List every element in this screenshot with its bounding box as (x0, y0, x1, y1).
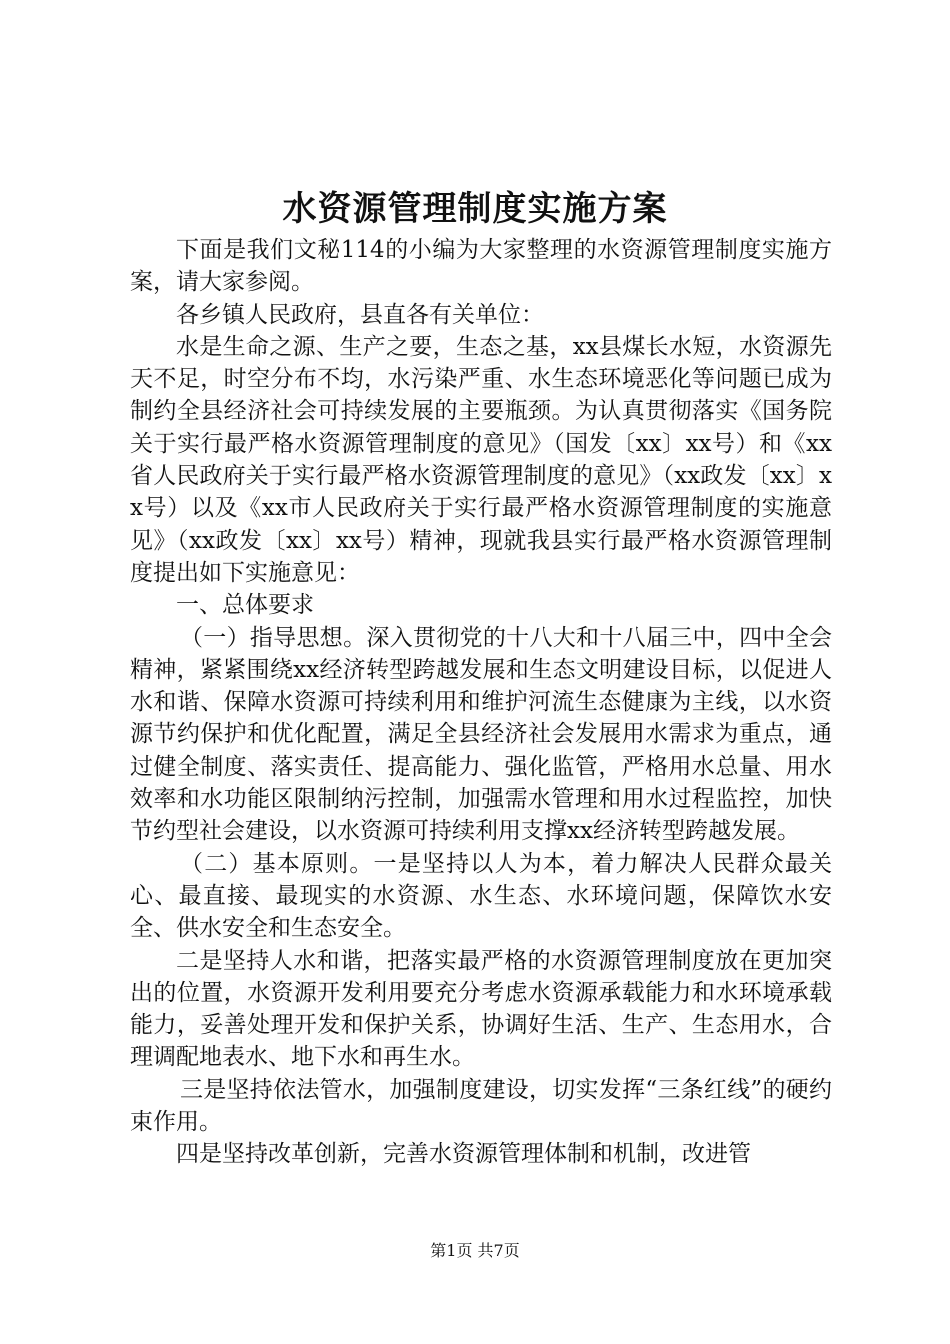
paragraph-principle-three: 三是坚持依法管水，加强制度建设，切实发挥“三条红线”的硬约束作用。 (130, 1076, 832, 1136)
document-title: 水资源管理制度实施方案 (282, 189, 668, 229)
page-footer: 第1页 共7页 (430, 1241, 520, 1260)
paragraph-salutation: 各乡镇人民政府，县直各有关单位： (176, 301, 544, 328)
paragraph-guiding-ideology: （一）指导思想。深入贯彻党的十八大和十八届三中，四中全会精神，紧紧围绕xx经济转型跨越发展和生态文明建设目标，以促进人水和谐、保障水资源可持续利用和维护河流生态健康为主线，以水资源节约保护和优化配置，满足全县经济社会发展用水需求为重点，通过健全制度、落实责任、提高能力、强化监管，严格用水总量、用水效率和水功能区限制纳污控制，加强需水管理和用水过程监控，加快节约型社会建设，以水资源可持续利用支撑xx经济转型跨越发展。 (130, 624, 832, 845)
document-body (130, 234, 832, 1171)
paragraph-principle-four: 四是坚持改革创新，完善水资源管理体制和机制，改进管 (176, 1141, 751, 1168)
paragraph-background: 水是生命之源、生产之要，生态之基，xx县煤长水短，水资源先天不足，时空分布不均，水污染严重、水生态环境恶化等问题已成为制约全县经济社会可持续发展的主要瓶颈。为认真贯彻落实《国务院关于实行最严格水资源管理制度的意见》（国发〔xx〕xx号）和《xx省人民政府关于实行最严格水资源管理制度的意见》（xx政发〔xx〕xx号）以及《xx市人民政府关于实行最严格水资源管理制度的实施意见》（xx政发〔xx〕xx号）精神，现就我县实行最严格水资源管理制度提出如下实施意见： (130, 333, 832, 586)
paragraph-principle-two: 二是坚持人水和谐，把落实最严格的水资源管理制度放在更加突出的位置，水资源开发利用要充分考虑水资源承载能力和水环境承载能力，妥善处理开发和保护关系，协调好生活、生产、生态用水，合理调配地表水、地下水和再生水。 (130, 947, 832, 1071)
paragraph-basic-principles: （二）基本原则。一是坚持以人为本，着力解决人民群众最关心、最直接、最现实的水资源、水生态、水环境问题，保障饮水安全、供水安全和生态安全。 (130, 850, 832, 942)
section-heading-general-requirements: 一、总体要求 (176, 592, 314, 619)
paragraph-intro: 下面是我们文秘114的小编为大家整理的水资源管理制度实施方案，请大家参阅。 (130, 237, 832, 296)
